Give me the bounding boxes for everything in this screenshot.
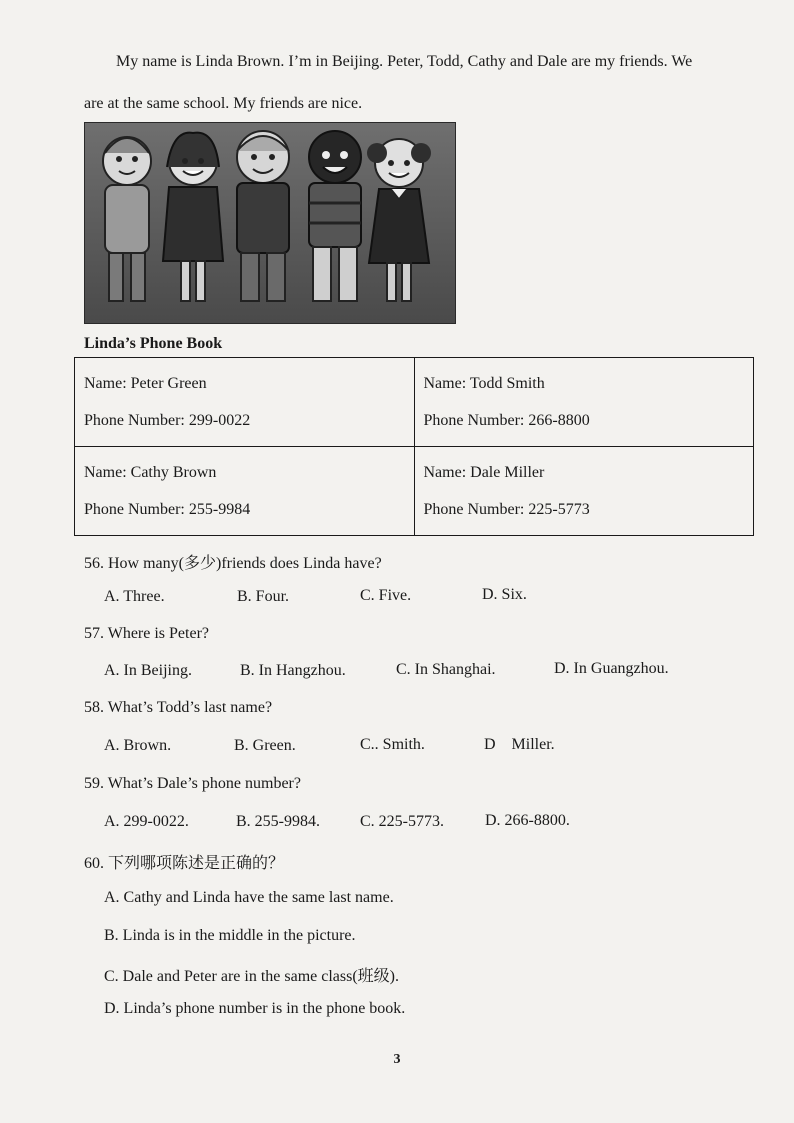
option-57-b: B. In Hangzhou.: [240, 662, 346, 679]
option-60-a: A. Cathy and Linda have the same last name.: [104, 889, 394, 906]
phone-book-entry: [75, 358, 415, 447]
option-60-d: D. Linda’s phone number is in the phone book.: [104, 1000, 406, 1017]
option-58-a: A. Brown.: [104, 737, 172, 754]
phone-book-title: Linda’s Phone Book: [84, 335, 223, 352]
entry-phone: Phone Number: 225-5773: [423, 501, 590, 518]
entry-name: Name: Todd Smith: [423, 375, 545, 392]
entry-name: Name: Cathy Brown: [84, 464, 217, 481]
phone-book-entry: [75, 447, 415, 536]
option-58-d: D Miller.: [484, 736, 555, 753]
option-56-b: B. Four.: [237, 588, 290, 605]
intro-line-1: My name is Linda Brown. I’m in Beijing. Peter, Todd, Cathy and Dale are my friends. We: [116, 53, 693, 70]
question-57: 57. Where is Peter?: [84, 625, 209, 642]
option-57-c: C. In Shanghai.: [396, 661, 496, 678]
entry-name: Name: Dale Miller: [423, 464, 545, 481]
question-59: 59. What’s Dale’s phone number?: [84, 775, 301, 792]
option-59-b: B. 255-9984.: [236, 813, 320, 830]
option-59-c: C. 225-5773.: [360, 813, 444, 830]
phone-book-entry: [414, 447, 754, 536]
phone-book-table: [74, 357, 754, 536]
page-number: 3: [393, 1052, 401, 1067]
table-row: [75, 447, 754, 536]
five-children-icon: [85, 123, 455, 323]
intro-line-2: are at the same school. My friends are nice.: [84, 95, 363, 112]
option-60-c: C. Dale and Peter are in the same class(班级).: [104, 968, 400, 985]
children-photo: [84, 122, 456, 324]
option-57-d: D. In Guangzhou.: [554, 660, 669, 677]
question-56: 56. How many(多少)friends does Linda have?: [84, 555, 382, 572]
option-58-c: C.. Smith.: [360, 736, 425, 753]
option-56-c: C. Five.: [360, 587, 412, 604]
phone-book-entry: [414, 358, 754, 447]
entry-phone: Phone Number: 266-8800: [423, 412, 590, 429]
question-58: 58. What’s Todd’s last name?: [84, 699, 273, 716]
entry-phone: Phone Number: 299-0022: [84, 412, 251, 429]
option-57-a: A. In Beijing.: [104, 662, 192, 679]
question-60: 60. 下列哪项陈述是正确的？: [84, 855, 285, 872]
table-row: [75, 358, 754, 447]
entry-phone: Phone Number: 255-9984: [84, 501, 251, 518]
option-59-d: D. 266-8800.: [485, 812, 570, 829]
option-58-b: B. Green.: [234, 737, 296, 754]
option-59-a: A. 299-0022.: [104, 813, 189, 830]
option-60-b: B. Linda is in the middle in the picture.: [104, 927, 356, 944]
option-56-d: D. Six.: [482, 586, 527, 603]
entry-name: Name: Peter Green: [84, 375, 207, 392]
option-56-a: A. Three.: [104, 588, 165, 605]
